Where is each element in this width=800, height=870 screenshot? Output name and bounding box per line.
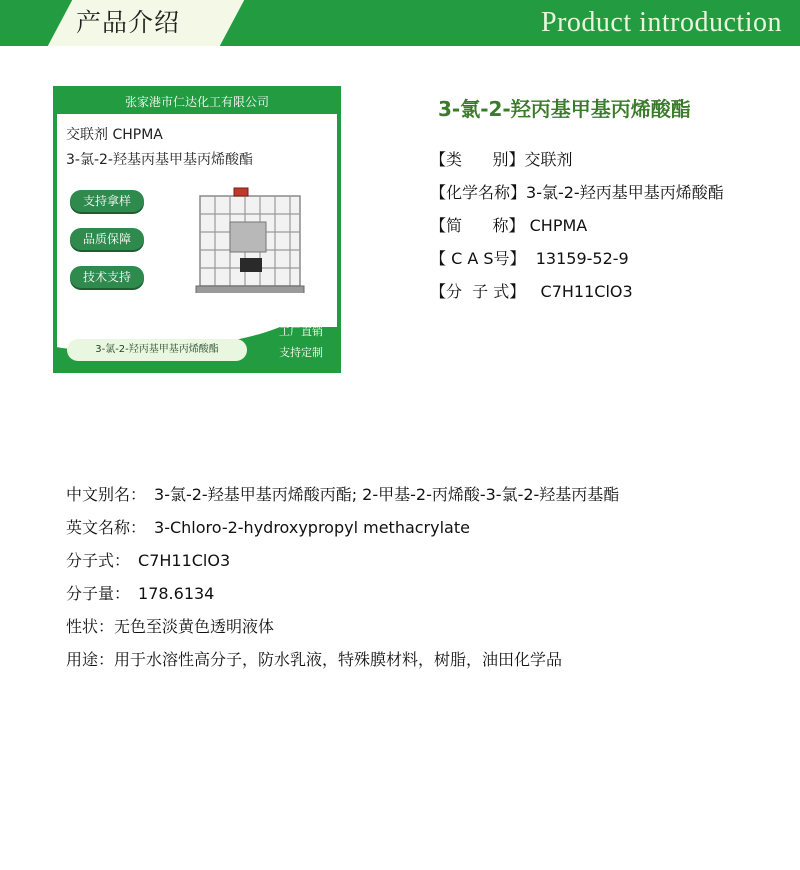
- field-value: CHPMA: [524, 216, 588, 235]
- field-label: 【 C A S号】: [430, 249, 526, 268]
- field-chemical-name: [430, 182, 724, 204]
- field-value: 交联剂: [524, 150, 573, 169]
- detail-usage: [66, 649, 562, 671]
- detail-molecular-formula: [66, 550, 230, 572]
- field-value: 3-氯-2-羟丙基甲基丙烯酸酯: [526, 183, 724, 202]
- detail-value: 用于水溶性高分子，防水乳液，特殊膜材料，树脂，油田化学品: [114, 650, 563, 669]
- card-badge-sample: 支持拿样: [70, 190, 144, 212]
- field-label: 【分 子 式】: [430, 282, 526, 301]
- card-name-pill: 3-氯-2-羟丙基甲基丙烯酸酯: [67, 339, 247, 361]
- field-category: [430, 149, 573, 171]
- card-badge-tech: 技术支持: [70, 266, 144, 288]
- detail-english-name: [66, 517, 470, 539]
- field-label: 【类 别】: [430, 150, 525, 169]
- detail-value: 3-Chloro-2-hydroxypropyl methacrylate: [154, 518, 470, 537]
- detail-label: 分子式：: [66, 551, 131, 570]
- detail-label: 性状：: [66, 617, 115, 636]
- field-value: C7H11ClO3: [525, 282, 633, 301]
- field-label: 【化学名称】: [430, 183, 527, 202]
- detail-appearance: [66, 616, 274, 638]
- detail-label: 用途：: [66, 650, 115, 669]
- section-title-en: Product introduction: [541, 7, 782, 38]
- card-product-short: 交联剂 CHPMA: [66, 127, 163, 143]
- detail-label: 中文别名：: [66, 485, 147, 504]
- detail-chinese-alias: [66, 484, 619, 506]
- detail-label: 英文名称：: [66, 518, 147, 537]
- detail-value: 3-氯-2-羟基甲基丙烯酸丙酯; 2-甲基-2-丙烯酸-3-氯-2-羟基丙基酯: [154, 485, 620, 504]
- detail-molecular-weight: [66, 583, 214, 605]
- detail-value: 无色至淡黄色透明液体: [114, 617, 275, 636]
- ibc-tank-icon: [190, 182, 310, 310]
- product-image-card: [53, 86, 341, 373]
- field-value: 13159-52-9: [525, 249, 629, 268]
- card-company-name: 张家港市仁达化工有限公司: [57, 90, 337, 114]
- card-factory-direct: 工厂直销: [279, 325, 323, 338]
- detail-value: 178.6134: [138, 584, 215, 603]
- detail-label: 分子量：: [66, 584, 131, 603]
- product-title: 3-氯-2-羟丙基甲基丙烯酸酯: [438, 97, 691, 121]
- card-badge-quality: 品质保障: [70, 228, 144, 250]
- field-label: 【简 称】: [430, 216, 525, 235]
- detail-value: C7H11ClO3: [138, 551, 231, 570]
- card-customization: 支持定制: [279, 346, 323, 359]
- field-abbreviation: [430, 215, 587, 237]
- field-molecular-formula: [430, 281, 633, 303]
- field-cas-number: [430, 248, 629, 270]
- header-banner: [0, 0, 800, 46]
- card-product-name: 3-氯-2-羟基丙基甲基丙烯酸酯: [66, 152, 253, 168]
- section-title-cn: 产品介绍: [76, 8, 181, 37]
